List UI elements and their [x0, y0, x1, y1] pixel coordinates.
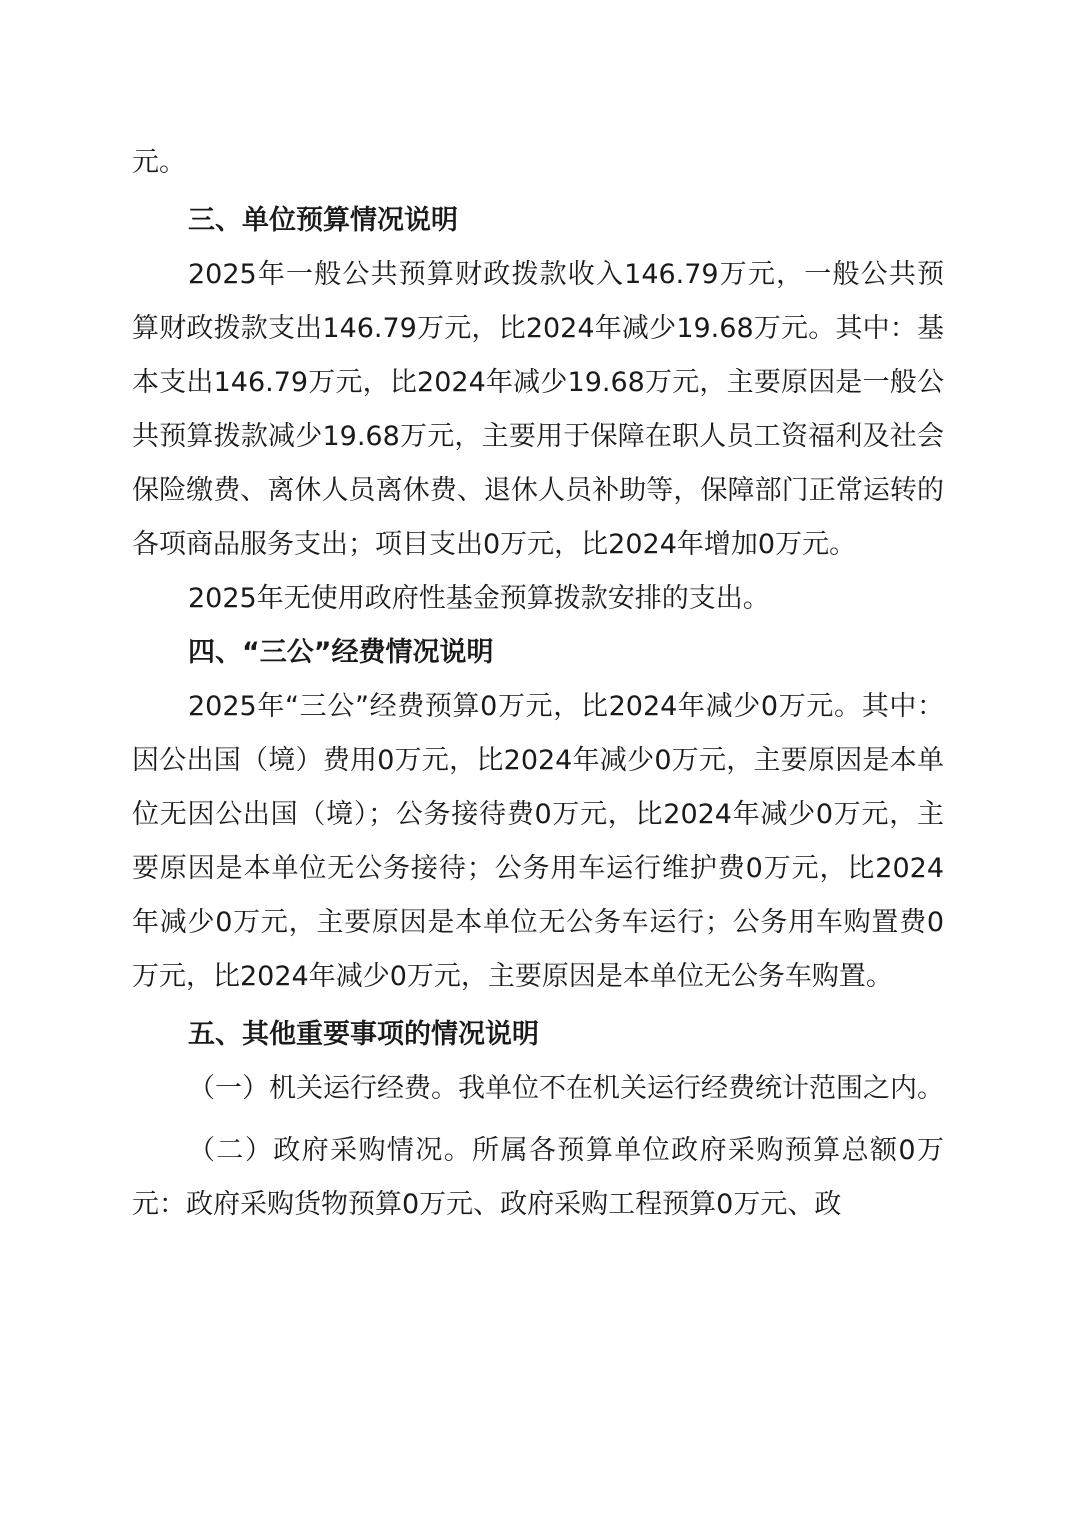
continuation-text: 元。 — [132, 147, 186, 178]
section-heading-budget: 三、单位预算情况说明 — [188, 205, 458, 236]
budget-paragraph: 2025年一般公共预算财政拨款收入146.79万元，一般公共预算财政拨款支出146.79万元，比2024年减少19.68万元。其中：基本支出146.79万元，比2024年减少19.68万元，主要原因是一般公共预算拨款减少19.68万元，主要用于保障在职人员工资福利及社会保险缴费、离休人员离休费、退休人员补助等，保障部门正常运转的各项商品服务支出；项目支出0万元，比2024年增加0万元。 — [132, 259, 944, 560]
section-heading-three-public: 四、“三公”经费情况说明 — [188, 637, 494, 668]
procurement-paragraph: （二）政府采购情况。所属各预算单位政府采购预算总额0万元：政府采购货物预算0万元、政府采购工程预算0万元、政 — [132, 1135, 944, 1220]
operating-expense-paragraph: （一）机关运行经费。我单位不在机关运行经费统计范围之内。 — [188, 1073, 944, 1104]
section-heading-other: 五、其他重要事项的情况说明 — [188, 1019, 539, 1050]
document-page — [132, 136, 944, 1232]
three-public-paragraph: 2025年“三公”经费预算0万元，比2024年减少0万元。其中：因公出国（境）费用0万元，比2024年减少0万元，主要原因是本单位无因公出国（境）；公务接待费0万元，比2024年减少0万元，主要原因是本单位无公务接待；公务用车运行维护费0万元，比2024年减少0万元，主要原因是本单位无公务车运行；公务用车购置费0万元，比2024年减少0万元，主要原因是本单位无公务车购置。 — [132, 691, 944, 992]
fund-budget-paragraph: 2025年无使用政府性基金预算拨款安排的支出。 — [188, 583, 770, 614]
